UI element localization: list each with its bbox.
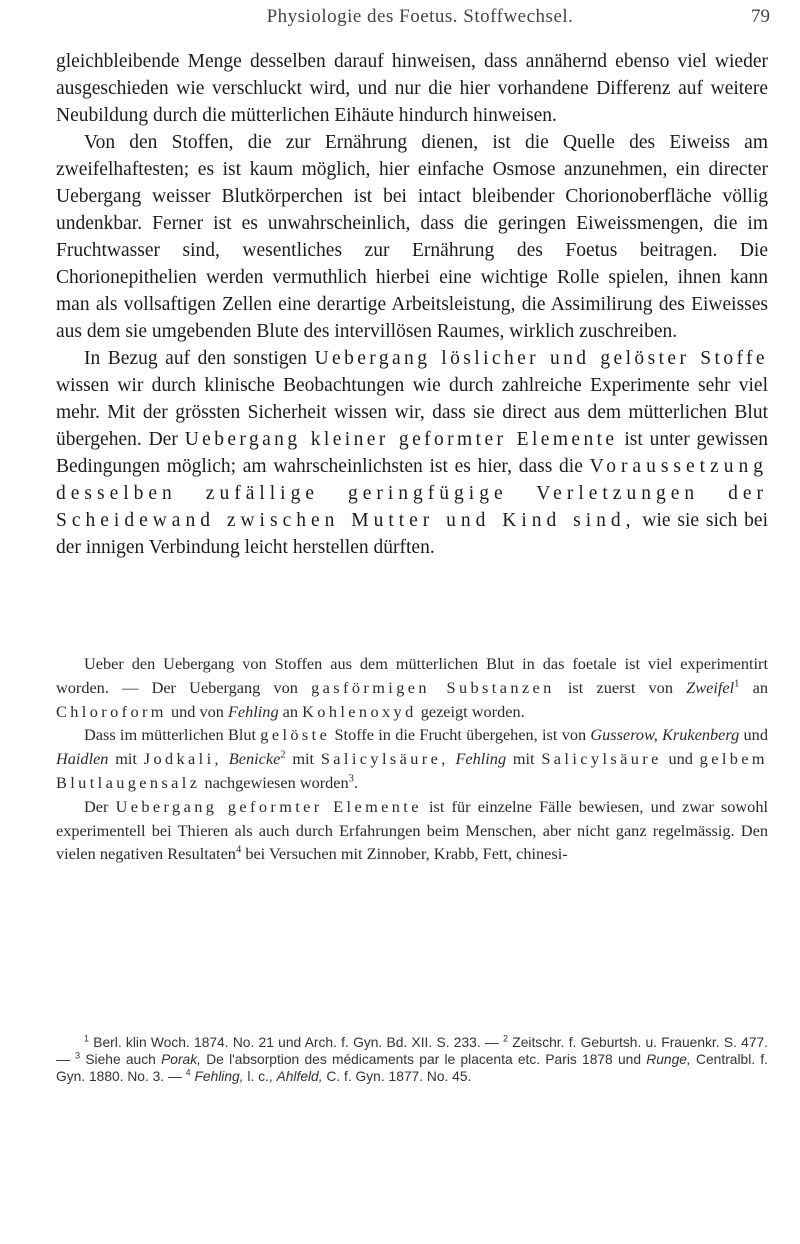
paragraph: Von den Stoffen, die zur Ernährung dienen, ist die Quelle des Eiweiss am zweifelhaftesten; es ist kaum möglich, hier einfache Osmose anzunehmen, ein directer Uebergang weisser Blutkörperchen ist bei intact bleibender Chorionoberfläche völlig undenkbar. Ferner ist es unwahrscheinlich, dass die geringen Eiweissmengen, die im Fruchtwasser sind, wesentliches zur Ernährung des Foetus beitragen. Die Chorionepithelien werden vermuthlich hierbei eine wichtige Rolle spielen, ihnen kann man als vollsaftigen Zellen eine derartige Arbeitsleistung, die Assimilirung des Eiweisses aus dem sie umgebenden Blute des intervillösen Raumes, wirklich zuschreiben. [56,132,768,342]
text-run: mit [115,749,137,769]
text-run: ist zuerst von [567,677,673,697]
footnote-ref: 3 [348,773,354,785]
paragraph: gleichbleibende Menge desselben darauf hinweisen, dass annähernd ebenso viel wieder ausgeschieden wie verschluckt wird, und nur die hier vorhandene Differenz auf weitere Neubildung durch die mütterlichen Eihäute hindurch hinweisen. [56,51,768,126]
footnote-marker: 4 [185,1067,191,1078]
running-title: Physiologie des Foetus. Stoffwechsel. [266,6,574,27]
text-run: Dass im mütterlichen Blut [84,725,257,745]
emphasized-term: gelbem Blutlaugensalz [56,749,768,792]
footnote-text: l. c., [247,1069,273,1084]
page-header [70,6,770,36]
text-run: Ueber den Uebergang von Stoffen aus dem mütterlichen Blut in das foetale ist viel experimentirt worden. — Der Uebergang von [56,654,768,697]
text-run: und von [170,701,224,721]
footnote-marker: 2 [503,1033,509,1044]
emphasized-term: Salicylsäure [541,749,662,769]
footnote-text: De l'absorption des médicaments par le placenta etc. Paris 1878 und [206,1052,642,1067]
author-name: Fehling, [194,1069,244,1084]
author-name: Runge, [646,1052,691,1067]
text-run: an [752,677,768,697]
text-run: nachgewiesen worden [204,772,349,792]
text-run: bei Versuchen mit Zinnober, Krabb, Fett, chinesi- [245,844,568,864]
footnote-marker: 3 [75,1050,81,1061]
footnote-ref: 4 [235,844,242,856]
text-run: ist für einzelne Fälle bewiesen, und zwar sowohl experimentell bei Thieren als auch durch Erfahrungen beim Menschen, aber nicht ganz regelmässig. Den vielen negativen Resultaten [56,796,768,864]
footnote-text: C. f. Gyn. 1877. No. 45. [326,1069,472,1084]
emphasized-term: Kohlenoxyd [302,701,417,721]
emphasized-term: Jodkali, [143,749,223,769]
text-run: mit [512,749,535,769]
author-name: Ahlfeld, [276,1069,323,1084]
emphasized-term: gelöste [260,725,331,745]
page-number: 79 [751,6,770,27]
text-run: mit [292,749,315,769]
author-name: Gusserow, Krukenberg [590,725,740,745]
footnote-text: Siehe auch [85,1052,156,1067]
text-run: wie sie sich bei der innigen Verbindung leicht herstellen dürften. [56,510,768,558]
small-print-section [56,652,768,866]
text-run: . [353,772,359,792]
footnote-ref: 2 [280,749,286,761]
emphasized-term: gasförmigen Substanzen [311,677,555,697]
emphasized-term: Voraussetzung desselben zufällige geringfügige Verletzungen der Scheidewand zwischen Mutter und Kind sind, [56,456,768,531]
author-name: Fehling [455,749,507,769]
text-run: an [282,701,299,721]
text-run: Stoffe in die Frucht übergehen, ist von [334,725,587,745]
text-run: In Bezug auf den sonstigen [84,348,307,369]
text-run: ist unter gewissen Bedingungen möglich; am wahrscheinlichsten ist es hier, dass die [56,429,769,477]
author-name: Fehling [227,701,279,721]
text-run: Der [84,796,109,816]
footnote-text: Centralbl. f. Gyn. 1880. No. 3. — [56,1052,769,1084]
footnote-marker: 1 [84,1033,89,1044]
footnote-ref: 1 [734,678,740,690]
emphasized-term: Uebergang löslicher und gelöster Stoffe [314,348,768,369]
footnote-text: Zeitschr. f. Geburtsh. u. Frauenkr. S. 477. — [56,1035,768,1067]
paragraph [56,723,768,794]
author-name: Haidlen [56,749,109,769]
paragraph [56,345,768,561]
text-run: wissen wir durch klinische Beobachtungen wie durch zahlreiche Experimente sehr viel mehr. Mit der grössten Sicherheit wissen wir, dass sie direct aus dem mütterlichen Blut übergehen. Der [56,375,768,450]
emphasized-term: Salicylsäure, [320,749,449,769]
emphasized-term: Chloroform [56,701,167,721]
paragraph [56,652,768,723]
author-name: Benicke [228,749,281,769]
paragraph [56,795,768,866]
main-text [56,48,768,561]
author-name: Zweifel [686,677,735,697]
emphasized-term: Uebergang geformter Elemente [115,796,422,816]
text-run: und [743,725,768,745]
text-run: und [668,749,693,769]
footnote [56,1034,768,1085]
emphasized-term: Uebergang kleiner geformter Elemente [184,429,618,450]
footnotes [56,1034,768,1085]
author-name: Porak, [161,1052,201,1067]
footnote-text: Berl. klin Woch. 1874. No. 21 und Arch. f. Gyn. Bd. XII. S. 233. — [93,1035,499,1050]
text-run: gezeigt worden. [420,701,525,721]
